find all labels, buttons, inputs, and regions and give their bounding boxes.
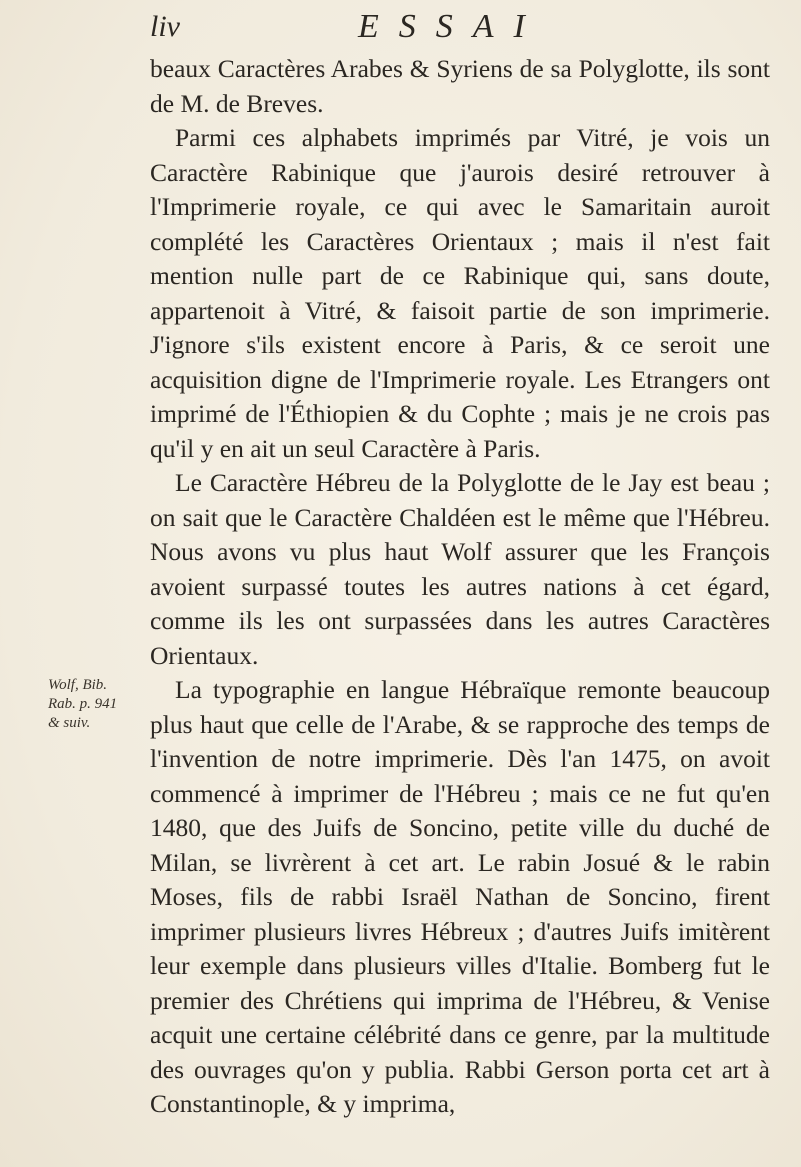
paragraph: beaux Caractères Arabes & Syriens de sa Polyglotte, ils sont de M. de Breves.	[150, 54, 770, 118]
page-header	[150, 8, 770, 48]
margin-note-line: Wolf, Bib.	[48, 677, 108, 693]
paragraph: La typographie en langue Hébraïque remonte beaucoup plus haut que celle de l'Arabe, & se rapproche des temps de l'invention de notre imprimerie. Dès l'an 1475, on avoit commencé à imprimer de l'Hébreu ; mais ce ne fut qu'en 1480, que des Juifs de Soncino, petite ville du duché de Milan, se livrèrent à cet art. Le rabin Josué & le rabin Moses, fils de rabbi Israël Nathan de Soncino, firent imprimer plusieurs livres Hébreux ; d'autres Juifs imitèrent leur exemple dans plusieurs villes d'Italie. Bomberg fut le premier des Chrétiens qui imprima de l'Hébreu, & Venise acquit une certaine célébrité dans ce genre, par la multitude des ouvrages qu'on y publia. Rabbi Gerson porta cet art à Constantinople, & y imprima,	[150, 675, 770, 1118]
paragraph: Le Caractère Hébreu de la Polyglotte de le Jay est beau ; on sait que le Caractère Chaldéen est le même que l'Hébreu. Nous avons vu plus haut Wolf assurer que les François avoient surpassé toutes les autres nations à cet égard, comme ils les ont surpassées dans les autres Caractères Orientaux.	[150, 468, 770, 670]
page-number: liv	[150, 10, 180, 43]
margin-note-line: Rab. p. 941	[48, 696, 118, 712]
body-text	[150, 52, 770, 1122]
margin-note-line: & suiv.	[48, 715, 91, 731]
running-title: ESSAI	[358, 8, 545, 45]
paragraph: Parmi ces alphabets imprimés par Vitré, je vois un Caractère Rabinique que j'aurois desiré retrouver à l'Imprimerie royale, ce qui avec le Samaritain auroit complété les Caractères Orientaux ; mais il n'est fait mention nulle part de ce Rabinique qui, sans doute, appartenoit à Vitré, & faisoit partie de son imprimerie. J'ignore s'ils existent encore à Paris, & ce seroit une acquisition digne de l'Imprimerie royale. Les Etrangers ont imprimé de l'Éthiopien & du Cophte ; mais je ne crois pas qu'il y en ait un seul Caractère à Paris.	[150, 123, 770, 463]
margin-note	[48, 676, 148, 733]
